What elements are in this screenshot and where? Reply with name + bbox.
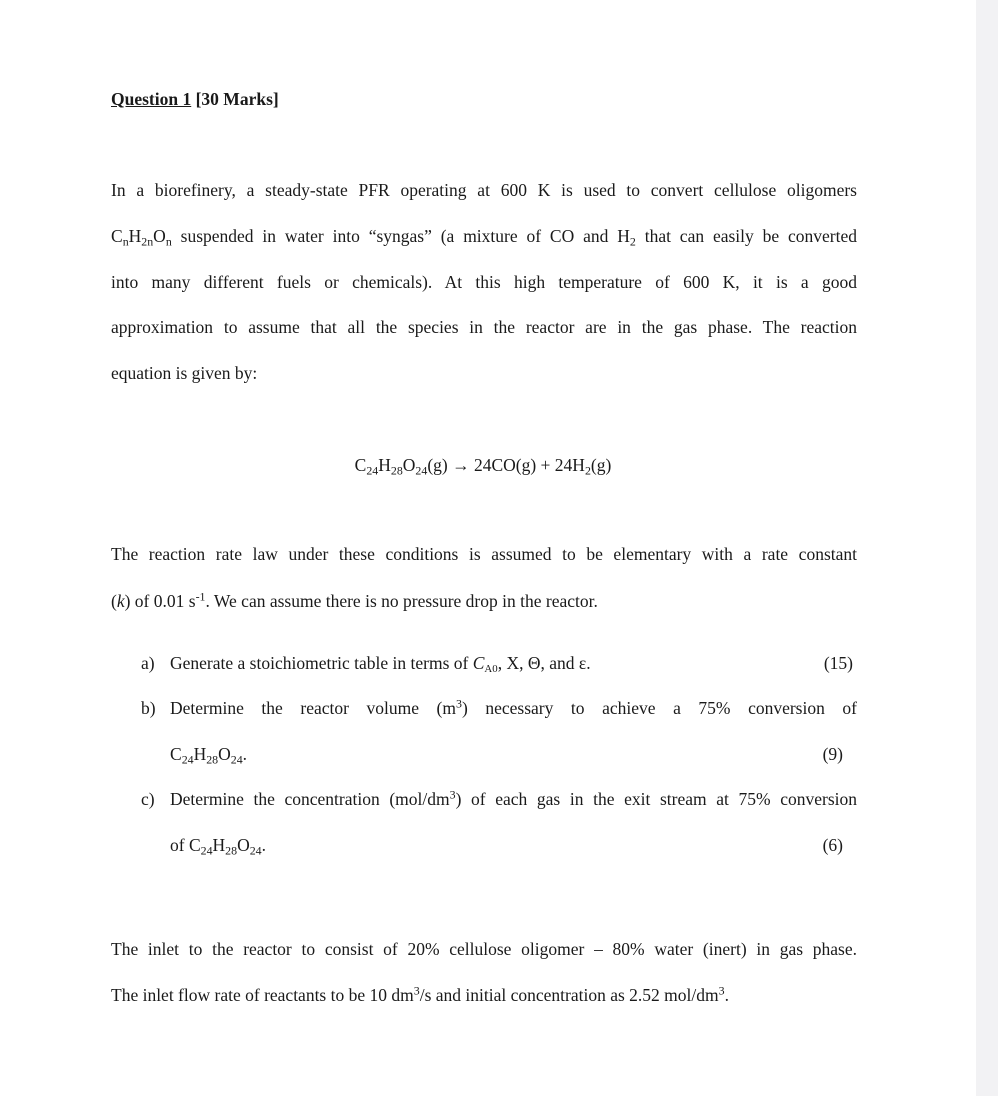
part-c-line-2: of $C_{24}H_{28}O_{24}$. [170, 835, 266, 858]
footer-line-1: The inlet to the reactor to consist of 20% cellulose oligomer – 80% water (inert) in gas phase. [111, 939, 857, 959]
intro-line-2: $C_nH_{2n}O_n$ suspended in water into “syngas” (a mixture of CO and $H_2$ that can easily be converted [111, 226, 858, 249]
part-a-label: a) [141, 653, 155, 673]
part-b-label: b) [141, 698, 156, 718]
intro-line-1: In a biorefinery, a steady-state PFR operating at 600 K is used to convert cellulose oligomers [111, 180, 857, 200]
footer-line-2: The inlet flow rate of reactants to be 10 $dm^3/s$ and initial concentration as 2.52 mol/$dm^3$. [111, 983, 729, 1005]
part-a-text: Generate a stoichiometric table in terms of $C_{A0}$, X, Θ, and ε. [170, 653, 591, 676]
part-a-marks: (15) [823, 653, 853, 673]
intro-line-4: approximation to assume that all the species in the reactor are in the gas phase. The reaction [111, 317, 857, 337]
equation-reactant: $C_{24}H_{28}O_{24}(g)$ [354, 455, 448, 478]
formula-cnh2non: $C_nH_{2n}O_n$ [111, 226, 172, 249]
intro-line-2-end: that can easily be converted [644, 226, 858, 246]
part-c-label: c) [141, 789, 155, 809]
part-c-marks: (6) [822, 835, 843, 855]
intro-line-3: into many different fuels or chemicals). At this high temperature of 600 K, it is a good [111, 272, 857, 292]
intro-line-5: equation is given by: [111, 363, 258, 383]
part-b-line-1: Determine the reactor volume $(m^3)$ necessary to achieve a 75% conversion of [170, 696, 857, 718]
viewer-gutter [976, 0, 998, 1096]
question-marks: [30 Marks] [195, 89, 279, 109]
rate-law-line-1: The reaction rate law under these conditions is assumed to be elementary with a rate constant [111, 544, 857, 564]
question-heading [111, 88, 279, 110]
reaction-equation [0, 454, 976, 476]
part-c-line-1: Determine the concentration $(mol/dm^3)$ of each gas in the exit stream at 75% conversion [170, 787, 857, 809]
part-b-marks: (9) [822, 744, 843, 764]
rate-constant-symbol: k [116, 591, 125, 611]
question-title: Question 1 [111, 89, 192, 109]
equation-arrow: → [452, 455, 470, 475]
equation-products: $24CO(g) + 24H_2(g)$ [473, 455, 612, 478]
rate-law-line-2: (k) of 0.01 $s^{-1}$. We can assume there is no pressure drop in the reactor. [111, 589, 598, 611]
intro-line-2-text: suspended in water into “syngas” (a mixture of CO and H [180, 226, 630, 246]
part-b-line-2: $C_{24}H_{28}O_{24}$. [170, 744, 248, 767]
